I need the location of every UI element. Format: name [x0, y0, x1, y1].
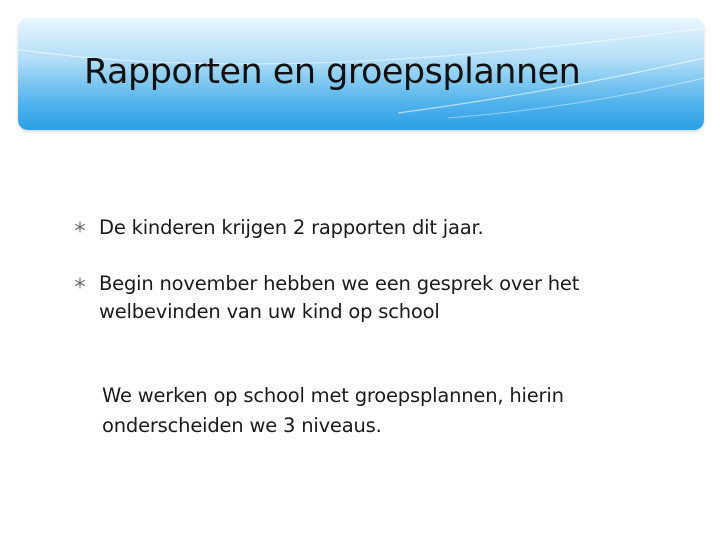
- bullet-item: [74, 214, 674, 242]
- bullet-list: [74, 214, 674, 354]
- bullet-text: Begin november hebben we een gesprek over het welbevinden van uw kind op school: [99, 272, 580, 323]
- note-line: onderscheiden we 3 niveaus.: [102, 414, 382, 437]
- asterisk-icon: [74, 221, 86, 233]
- asterisk-icon: [74, 277, 86, 289]
- title-banner: [18, 18, 704, 130]
- note-line: We werken op school met groepsplannen, hierin: [102, 384, 564, 407]
- note-paragraph: [102, 381, 662, 441]
- bullet-item: [74, 270, 674, 326]
- bullet-text: De kinderen krijgen 2 rapporten dit jaar.: [99, 216, 484, 239]
- slide-title: Rapporten en groepsplannen: [84, 52, 581, 92]
